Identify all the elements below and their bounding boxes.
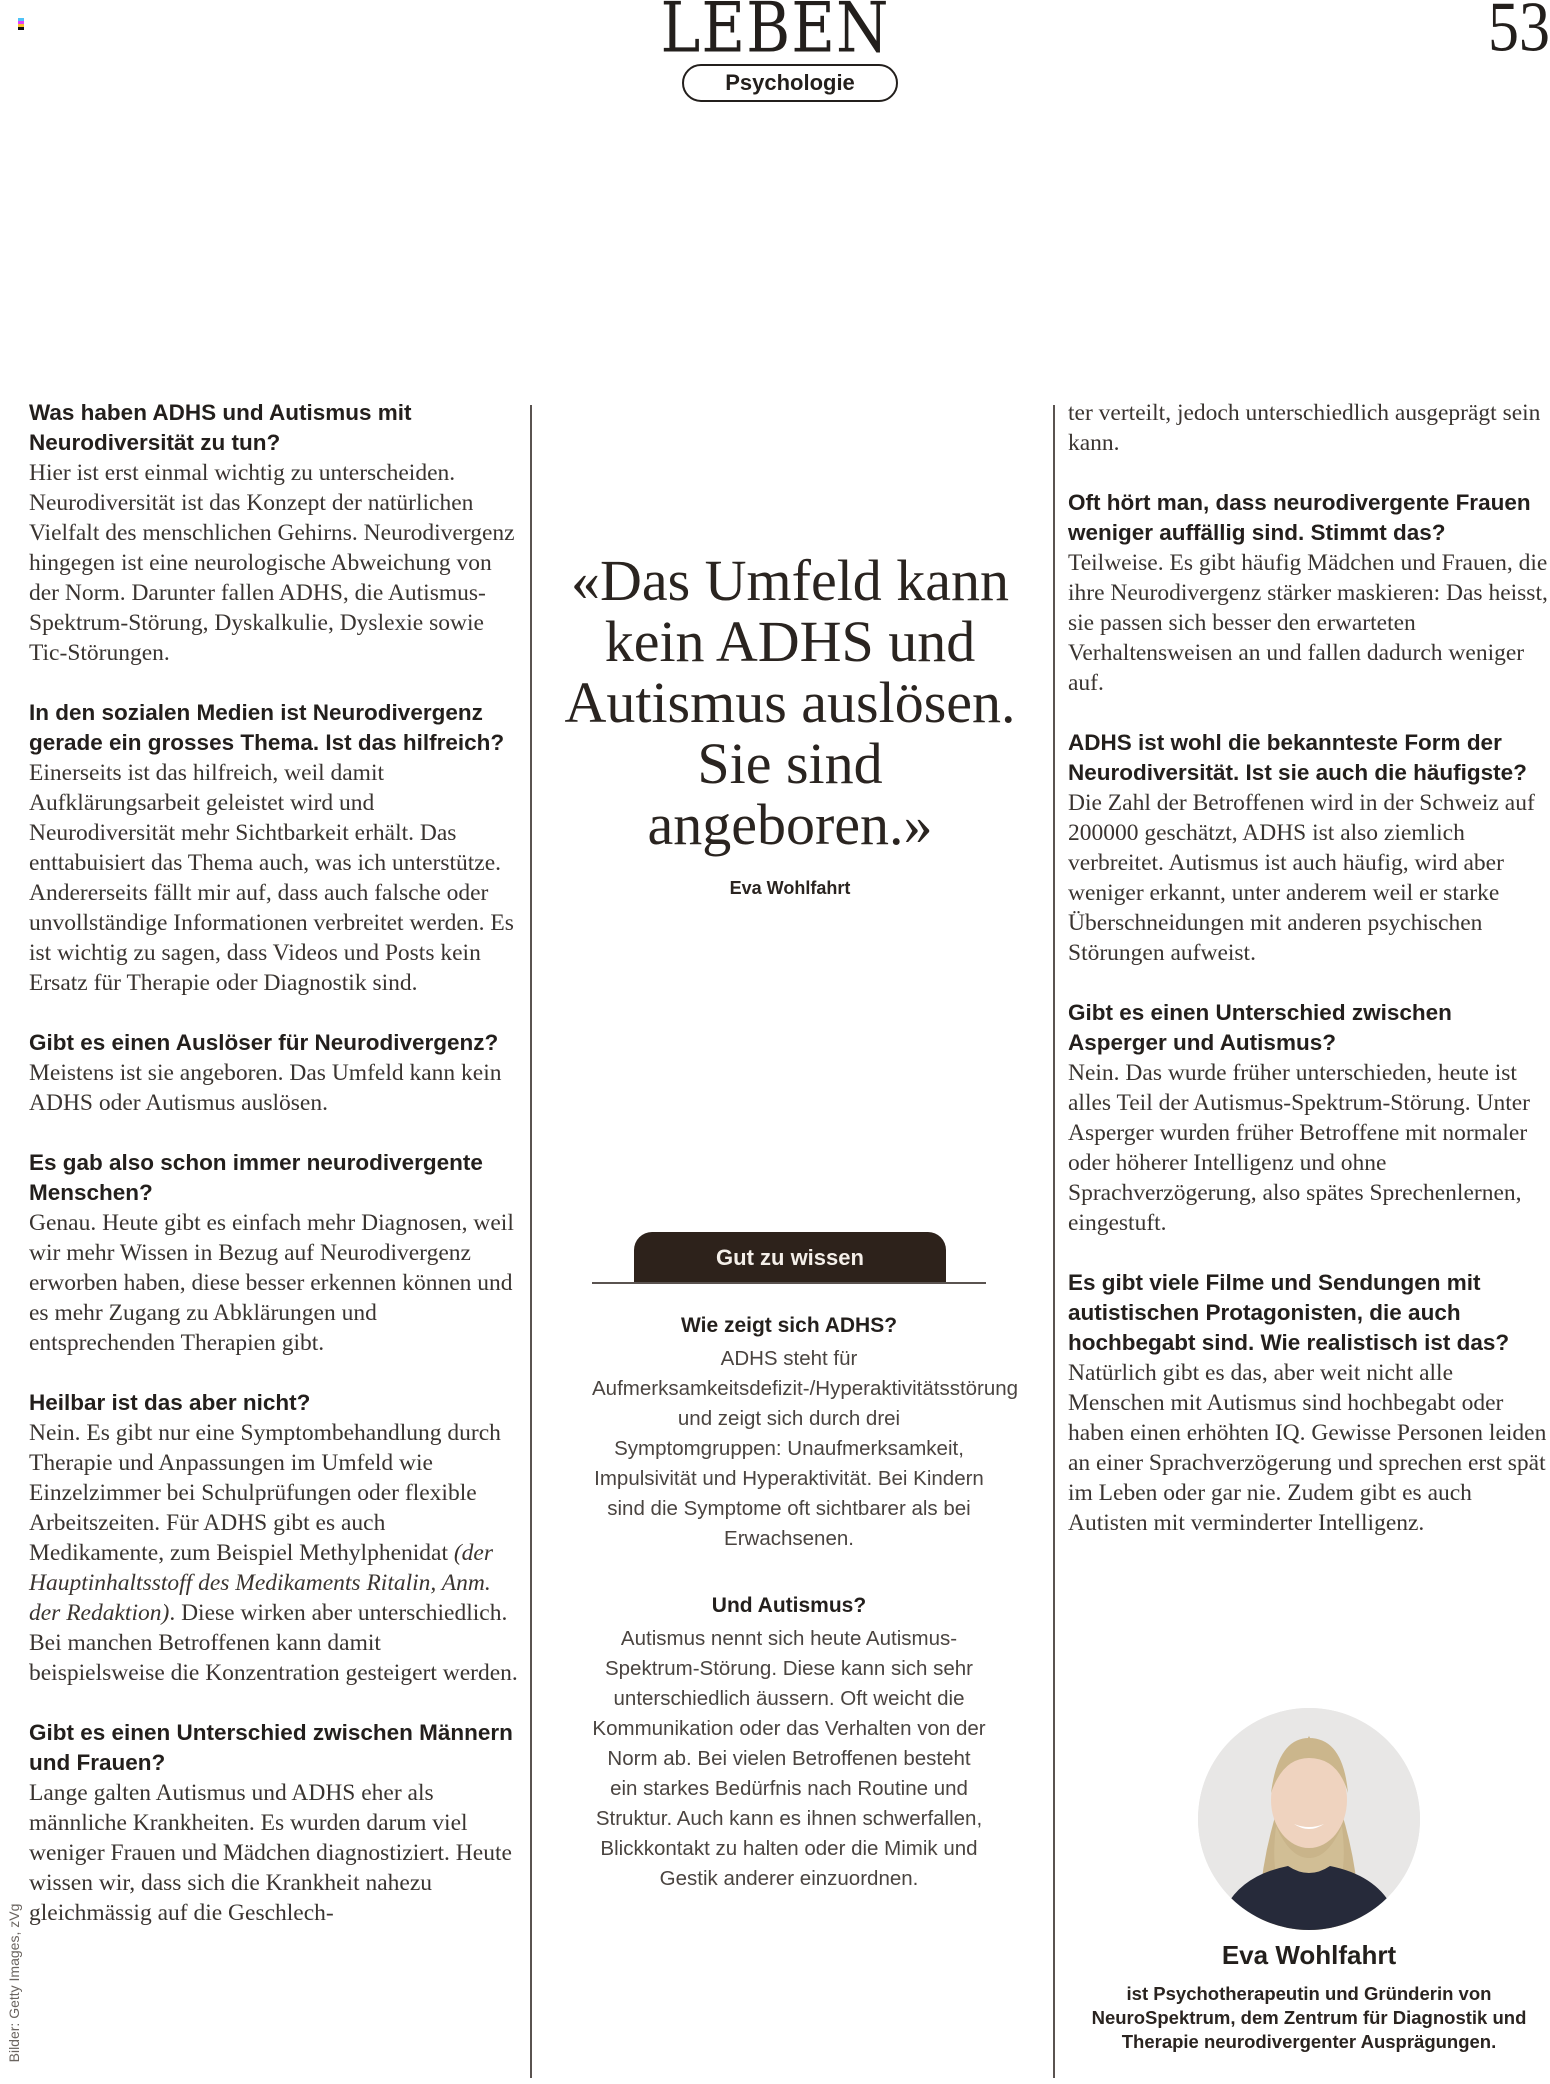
answer: Genau. Heute gibt es einfach mehr Diagnosen, weil wir mehr Wissen in Bezug auf Neurodivergenz erworben haben, diese besser erkennen können und es mehr Zugang zu Abklärungen und entsprechenden Therapien gibt. <box>29 1210 514 1356</box>
page-number: 53 <box>1488 0 1550 67</box>
column-divider-left <box>530 405 532 2078</box>
answer-text: . Diese wirken aber unterschiedlich. Bei manchen Betroffenen kann damit beispielsweise die Konzentration gesteigert werden. <box>29 1600 518 1686</box>
info-box-heading: Und Autismus? <box>711 1594 867 1617</box>
answer: Die Zahl der Betroffenen wird in der Schweiz auf 200000 geschätzt, ADHS ist also ziemlich verbreitet. Autismus ist auch häufig, wird aber weniger erkannt, unter anderem weil er starke Überschneidungen mit anderen psychischen Störungen aufweist. <box>1068 790 1535 966</box>
answer: Nein. Das wurde früher unterschieden, heute ist alles Teil der Autismus-Spektrum-Störung. Unter Asperger wurden früher Betroffene mit normaler oder höherer Intelligenz und ohne Sprachverzögerung, also spätes Sprechenlernen, eingestuft. <box>1068 1060 1530 1236</box>
answer: Natürlich gibt es das, aber weit nicht alle Menschen mit Autismus sind hochbegabt oder haben einen erhöhten IQ. Gewisse Personen leiden an einer Sprachverzögerung und sprechen erst spät im Leben oder gar nie. Zudem gibt es auch Autisten mit verminderter Intelligenz. <box>1068 1360 1547 1536</box>
rubric-badge: Psychologie <box>682 64 898 102</box>
column-divider-right <box>1053 405 1055 2078</box>
left-column <box>29 398 519 1958</box>
answer: Einerseits ist das hilfreich, weil damit Aufklärungsarbeit geleistet wird und Neurodiversität mehr Sichtbarkeit erhält. Das enttabuisiert das Thema auch, was ich unterstütze. Andererseits fällt mir auf, dass auch falsche oder unvollständige Informationen verbreitet werden. Es ist wichtig zu sagen, dass Videos und Posts kein Ersatz für Therapie oder Diagnostik sind. <box>29 760 514 996</box>
qa-item <box>29 398 519 668</box>
section-title: LEBEN <box>660 0 890 69</box>
info-box-body: Autismus nennt sich heute Autismus-Spektrum-Störung. Diese kann sich sehr unterschiedlich äussern. Oft weicht die Kommunikation oder das Verhalten von der Norm ab. Bei vielen Betroffenen besteht ein starkes Bedürfnis nach Routine und Struktur. Auch kann es ihnen schwerfallen, Blickkontakt zu halten oder die Mimik und Gestik anderer einzuordnen. <box>592 1627 986 1890</box>
answer: Meistens ist sie angeboren. Das Umfeld kann kein ADHS oder Autismus auslösen. <box>29 1060 502 1116</box>
pull-quote: «Das Umfeld kann kein ADHS und Autismus auslösen. Sie sind angeboren.» <box>564 548 1016 857</box>
qa-item <box>29 1028 519 1118</box>
question: Es gibt viele Filme und Sendungen mit autistischen Protagonisten, die auch hochbegabt sind. Wie realistisch ist das? <box>1068 1270 1510 1355</box>
question: In den sozialen Medien ist Neurodivergenz gerade ein grosses Thema. Ist das hilfreich? <box>29 700 505 755</box>
question: Es gab also schon immer neurodivergente Menschen? <box>29 1150 483 1205</box>
question: Heilbar ist das aber nicht? <box>29 1390 311 1415</box>
qa-item <box>1068 488 1550 698</box>
info-box-rule <box>592 1282 986 1284</box>
answer: ter verteilt, jedoch unterschiedlich ausgeprägt sein kann. <box>1068 400 1541 456</box>
question: ADHS ist wohl die bekannteste Form der Neurodiversität. Ist sie auch die häufigste? <box>1068 730 1527 785</box>
qa-item <box>29 1148 519 1358</box>
qa-item <box>29 1718 519 1928</box>
info-box-section <box>592 1592 986 1894</box>
qa-continuation <box>1068 398 1550 458</box>
bio-name: Eva Wohlfahrt <box>1221 1940 1397 1970</box>
info-box-tab: Gut zu wissen <box>634 1232 946 1282</box>
question: Oft hört man, dass neurodivergente Frauen weniger auffällig sind. Stimmt das? <box>1068 490 1531 545</box>
right-column <box>1068 398 1550 1568</box>
answer: Teilweise. Es gibt häufig Mädchen und Frauen, die ihre Neurodivergenz stärker maskieren: Das heisst, sie passen sich besser den erwarteten Verhaltensweisen an und fallen dadurch weniger auf. <box>1068 550 1548 696</box>
answer-text: Nein. Es gibt nur eine Symptombehandlung durch Therapie und Anpassungen im Umfeld wie Einzelzimmer bei Schulprüfungen oder flexible Arbeitszeiten. Für ADHS gibt es auch Medikamente, zum Beispiel Methylphenidat <box>29 1420 501 1566</box>
info-box-body: ADHS steht für Aufmerksamkeitsdefizit-/Hyperaktivitätsstörung und zeigt sich durch drei Symptomgruppen: Unaufmerksamkeit, Impulsivität und Hyperaktivität. Bei Kindern sind die Symptome oft sichtbarer als bei Erwachsenen. <box>592 1347 1019 1550</box>
info-box-section <box>592 1312 1019 1554</box>
info-box-heading: Wie zeigt sich ADHS? <box>680 1314 898 1337</box>
photo-credit: Bilder: Getty Images, zVg <box>6 1903 22 2063</box>
portrait-photo <box>1198 1708 1420 1930</box>
qa-item <box>29 698 519 998</box>
qa-item <box>29 1388 519 1688</box>
editor-note: (der Hauptinhaltsstoff des Medikaments Ritalin, Anm. der Redaktion) <box>29 1540 494 1626</box>
person-portrait-icon <box>1198 1708 1420 1930</box>
bio-description: ist Psychotherapeutin und Gründerin von NeuroSpektrum, dem Zentrum für Diagnostik und Therapie neurodivergenter Ausprägungen. <box>1091 1983 1527 2052</box>
answer: Hier ist erst einmal wichtig zu unterscheiden. Neurodiversität ist das Konzept der natürlichen Vielfalt des menschlichen Gehirns. Neurodivergenz hingegen ist eine neurologische Abweichung von der Norm. Darunter fallen ADHS, die Autismus-Spektrum-Störung, Dyskalkulie, Dyslexie sowie Tic-Störungen. <box>29 460 515 666</box>
qa-item <box>1068 728 1550 968</box>
question: Was haben ADHS und Autismus mit Neurodiversität zu tun? <box>29 400 412 455</box>
qa-item <box>1068 998 1550 1238</box>
question: Gibt es einen Unterschied zwischen Männern und Frauen? <box>29 1720 513 1775</box>
answer <box>29 1418 519 1688</box>
question: Gibt es einen Auslöser für Neurodivergenz? <box>29 1030 499 1055</box>
answer: Lange galten Autismus und ADHS eher als männliche Krankheiten. Es wurden darum viel weniger Frauen und Mädchen diagnostiziert. Heute wissen wir, dass sich die Krankheit nahezu gleichmässig auf die Geschlech- <box>29 1780 512 1926</box>
question: Gibt es einen Unterschied zwischen Asperger und Autismus? <box>1068 1000 1452 1055</box>
pull-quote-author: Eva Wohlfahrt <box>729 878 851 898</box>
qa-item <box>1068 1268 1550 1538</box>
